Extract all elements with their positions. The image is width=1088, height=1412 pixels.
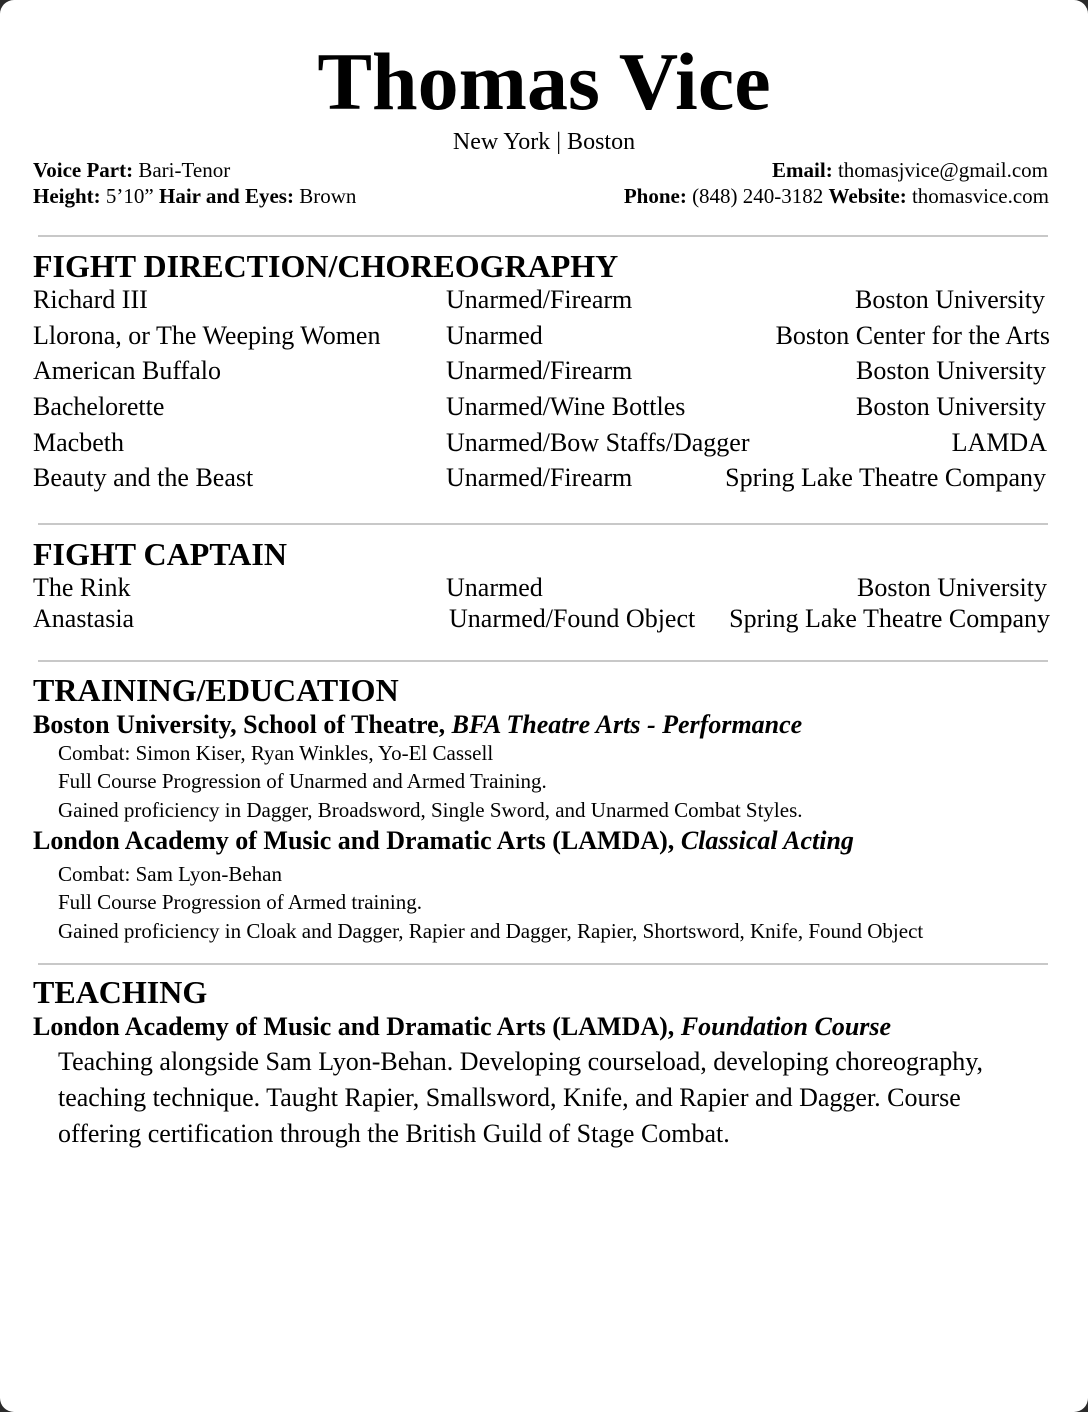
voice-part-label: Voice Part: <box>33 158 134 182</box>
height-line <box>33 183 356 209</box>
teaching-description: Teaching alongside Sam Lyon-Behan. Developing courseload, developing choreography, teaching technique. Taught Rapier, Smallsword, Knife, and Rapier and Dagger. Course offering certification through the British Guild of Stage Combat. <box>58 1047 984 1148</box>
training-heading: TRAINING/EDUCATION <box>33 672 399 708</box>
training-detail: Full Course Progression of Armed training. <box>58 890 422 914</box>
website-value[interactable]: thomasvice.com <box>911 184 1049 208</box>
hair-eyes-value: Brown <box>299 184 357 208</box>
divider <box>38 235 1048 237</box>
credit-company: Spring Lake Theatre Company <box>729 604 1050 633</box>
phone-value: (848) 240-3182 <box>692 184 824 208</box>
phone-label: Phone: <box>623 184 687 208</box>
fight-direction-heading: FIGHT DIRECTION/CHOREOGRAPHY <box>33 248 619 284</box>
credit-type: Unarmed/Found Object <box>449 604 696 633</box>
voice-part-line <box>33 157 356 183</box>
school-program: BFA Theatre Arts - Performance <box>451 710 803 739</box>
school-name: London Academy of Music and Dramatic Arts (LAMDA), <box>33 1012 675 1041</box>
school-lamda <box>33 825 854 857</box>
credit-row <box>33 602 1048 636</box>
credit-title: Beauty and the Beast <box>33 463 254 492</box>
teaching-heading: TEACHING <box>33 974 208 1010</box>
email-label: Email: <box>772 158 833 182</box>
credit-company: Boston University <box>855 285 1045 314</box>
school-program: Classical Acting <box>680 826 854 855</box>
training-detail: Combat: Simon Kiser, Ryan Winkles, Yo-El Cassell <box>58 741 494 765</box>
credit-row <box>33 319 1048 353</box>
credit-title: The Rink <box>33 573 131 602</box>
credit-company: Boston Center for the Arts <box>775 321 1050 350</box>
resume-name: Thomas Vice <box>317 36 771 127</box>
credit-title: Llorona, or The Weeping Women <box>33 321 381 350</box>
credit-company: Boston University <box>856 392 1046 421</box>
credit-type: Unarmed/Bow Staffs/Dagger <box>446 428 750 457</box>
credit-company: Spring Lake Theatre Company <box>725 463 1046 492</box>
credit-title: American Buffalo <box>33 356 221 385</box>
phone-line <box>624 183 1049 209</box>
credit-row <box>33 354 1048 388</box>
contact-info <box>624 157 1048 209</box>
fight-captain-heading: FIGHT CAPTAIN <box>33 536 287 572</box>
credit-type: Unarmed/Wine Bottles <box>446 392 686 421</box>
website-label: Website: <box>828 184 907 208</box>
training-detail: Gained proficiency in Cloak and Dagger, Rapier and Dagger, Rapier, Shortsword, Knife, Found Object <box>58 919 924 943</box>
credit-type: Unarmed <box>446 573 543 602</box>
credit-row <box>33 283 1048 317</box>
training-detail: Gained proficiency in Dagger, Broadsword, Single Sword, and Unarmed Combat Styles. <box>58 798 803 822</box>
credit-row <box>33 461 1048 495</box>
school-program: Foundation Course <box>680 1012 892 1041</box>
credit-type: Unarmed <box>446 321 543 350</box>
credit-row <box>33 426 1048 460</box>
credit-type: Unarmed/Firearm <box>446 356 633 385</box>
voice-part-value: Bari-Tenor <box>138 158 231 182</box>
divider <box>38 523 1048 525</box>
credit-company: LAMDA <box>951 428 1047 457</box>
credit-row <box>33 390 1048 424</box>
credit-title: Anastasia <box>33 604 135 633</box>
divider <box>38 963 1048 965</box>
training-detail: Combat: Sam Lyon-Behan <box>58 862 282 886</box>
credit-title: Macbeth <box>33 428 124 457</box>
credit-title: Richard III <box>33 285 148 314</box>
school-name: London Academy of Music and Dramatic Arts (LAMDA), <box>33 826 675 855</box>
school-name: Boston University, School of Theatre, <box>33 710 446 739</box>
divider <box>38 660 1048 662</box>
cities: New York | Boston <box>452 129 636 155</box>
email-line <box>624 157 1048 183</box>
credit-company: Boston University <box>857 573 1047 602</box>
email-value[interactable]: thomasjvice@gmail.com <box>837 158 1048 182</box>
credit-company: Boston University <box>856 356 1046 385</box>
hair-eyes-label: Hair and Eyes: <box>158 184 294 208</box>
credit-type: Unarmed/Firearm <box>446 285 633 314</box>
height-value: 5’10” <box>105 184 154 208</box>
school-boston-university <box>33 709 802 741</box>
credit-title: Bachelorette <box>33 392 165 421</box>
credit-type: Unarmed/Firearm <box>446 463 633 492</box>
training-detail: Full Course Progression of Unarmed and Armed Training. <box>58 769 547 793</box>
credit-row <box>33 571 1048 605</box>
teaching-school <box>33 1011 891 1043</box>
height-label: Height: <box>33 184 101 208</box>
personal-info <box>33 157 356 209</box>
